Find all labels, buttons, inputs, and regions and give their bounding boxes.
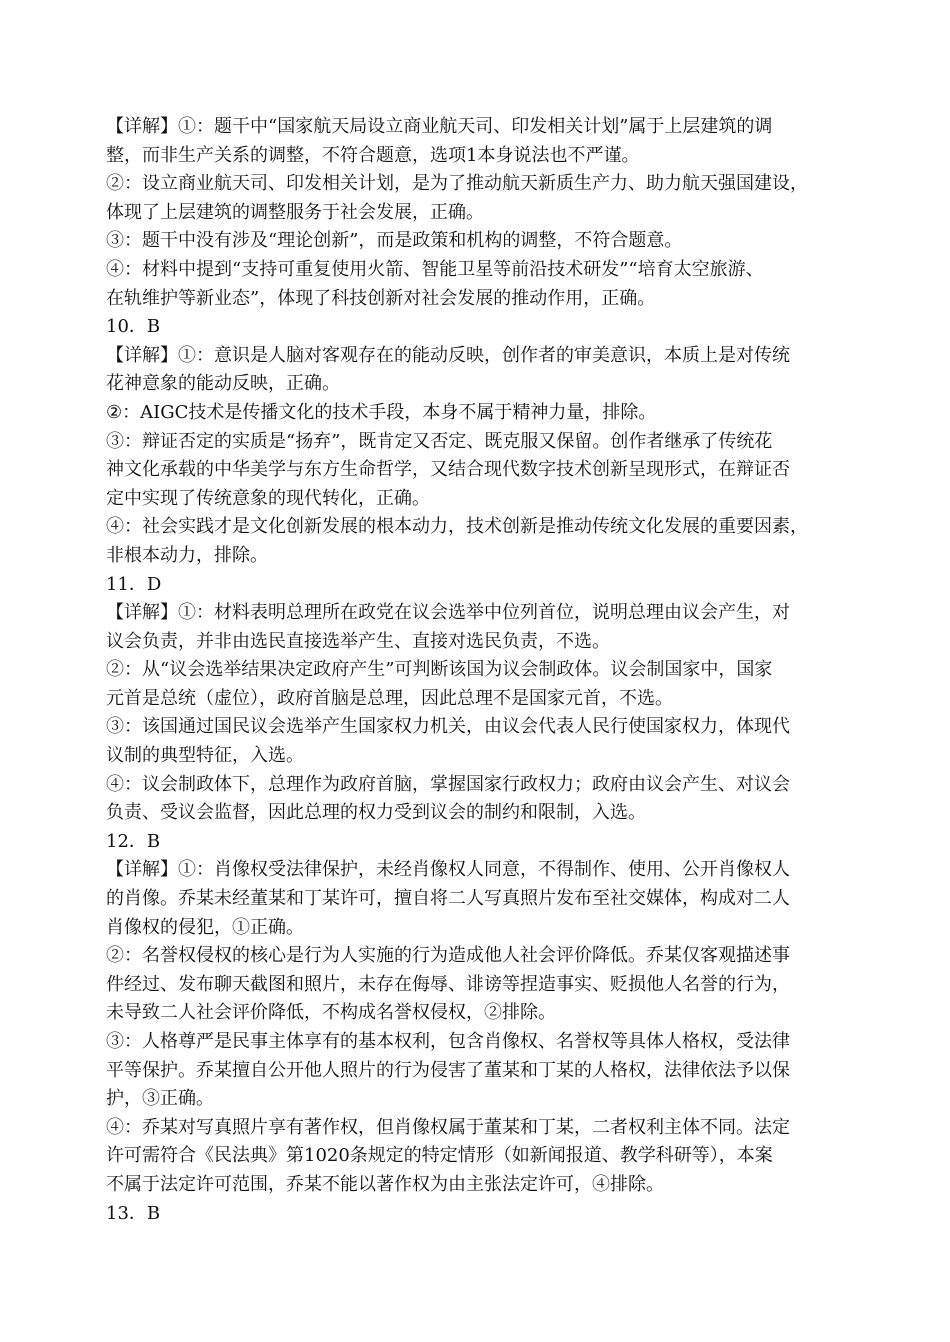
text-line: 不属于法定许可范围，乔某不能以著作权为由主张法定许可，④排除。 (106, 1173, 664, 1195)
text-line: ②：AIGC技术是传播文化的技术手段，本身不属于精神力量，排除。 (106, 401, 657, 423)
text-line: 【详解】①：肖像权受法律保护，未经肖像权人同意，不得制作、使用、公开肖像权人 (106, 859, 790, 881)
text-line: 花神意象的能动反映，正确。 (106, 373, 340, 395)
text-line: 负责、受议会监督，因此总理的权力受到议会的制约和限制，入选。 (106, 802, 646, 824)
text-line: ④：议会制政体下，总理作为政府首脑，掌握国家行政权力；政府由议会产生、对议会 (106, 773, 790, 795)
text-line: 【详解】①：题干中“国家航天局设立商业航天司、印发相关计划”属于上层建筑的调 (106, 116, 773, 137)
text-line: 未导致二人社会评价降低，不构成名誉权侵权，②排除。 (106, 1002, 556, 1024)
text-line: 件经过、发布聊天截图和照片，未存在侮辱、诽谤等捏造事实、贬损他人名誉的行为， (106, 973, 790, 995)
text-line: ②：名誉权侵权的核心是行为人实施的行为造成他人社会评价降低。乔某仅客观描述事 (106, 945, 790, 967)
text-line: 元首是总统（虚位），政府首脑是总理，因此总理不是国家元首，不选。 (106, 687, 673, 709)
text-line: ②：从“议会选举结果决定政府产生”可判断该国为议会制政体。议会制国家中，国家 (106, 659, 773, 681)
text-line: 整，而非生产关系的调整，不符合题意，选项1本身说法也不严谨。 (106, 144, 640, 166)
text-line: 议会负责，并非由选民直接选举产生、直接对选民负责，不选。 (106, 630, 610, 652)
text-line: 的肖像。乔某未经董某和丁某许可，擅自将二人写真照片发布至社交媒体，构成对二人 (106, 888, 790, 910)
text-line: ③：该国通过国民议会选举产生国家权力机关，由议会代表人民行使国家权力，体现代 (106, 716, 790, 738)
text-line: 非根本动力，排除。 (106, 544, 268, 566)
text-line: 在轨维护等新业态”，体现了科技创新对社会发展的推动作用，正确。 (106, 287, 656, 309)
text-line: 许可需符合《民法典》第1020条规定的特定情形（如新闻报道、教学科研等），本案 (106, 1145, 773, 1167)
text-line: ④：社会实践才是文化创新发展的根本动力，技术创新是推动传统文化发展的重要因素， (106, 516, 808, 538)
text-line: ③：题干中没有涉及“理论创新”，而是政策和机构的调整，不符合题意。 (106, 230, 683, 252)
text-line: 议制的典型特征，入选。 (106, 745, 304, 767)
question-number: 13．B (106, 1202, 161, 1224)
text-line: 肖像权的侵犯，①正确。 (106, 916, 304, 938)
question-number: 11．D (106, 573, 162, 595)
question-number: 10．B (106, 316, 161, 338)
text-line: ③：人格尊严是民事主体享有的基本权利，包含肖像权、名誉权等具体人格权，受法律 (106, 1031, 790, 1052)
question-number: 12．B (106, 830, 161, 852)
text-line: ②：设立商业航天司、印发相关计划，是为了推动航天新质生产力、助力航天强国建设， (106, 173, 808, 195)
text-line: 体现了上层建筑的调整服务于社会发展，正确。 (106, 201, 484, 223)
text-line: 【详解】①：意识是人脑对客观存在的能动反映，创作者的审美意识，本质上是对传统 (106, 344, 790, 366)
text-line: ③：辩证否定的实质是“扬弃”，既肯定又否定、既克服又保留。创作者继承了传统花 (106, 430, 773, 452)
text-line: 护，③正确。 (106, 1088, 214, 1110)
text-line: 神文化承载的中华美学与东方生命哲学，又结合现代数字技术创新呈现形式，在辩证否 (106, 459, 790, 481)
document-page (106, 113, 858, 1228)
text-line: ④：材料中提到“支持可重复使用火箭、智能卫星等前沿技术研发”“培育太空旅游、 (106, 258, 764, 280)
text-line: 平等保护。乔某擅自公开他人照片的行为侵害了董某和丁某的人格权，法律依法予以保 (106, 1059, 790, 1081)
text-line: 定中实现了传统意象的现代转化，正确。 (106, 487, 430, 509)
text-line: 【详解】①：材料表明总理所在政党在议会选举中位列首位，说明总理由议会产生，对 (106, 602, 790, 624)
text-line: ④：乔某对写真照片享有著作权，但肖像权属于董某和丁某，二者权利主体不同。法定 (106, 1116, 790, 1138)
